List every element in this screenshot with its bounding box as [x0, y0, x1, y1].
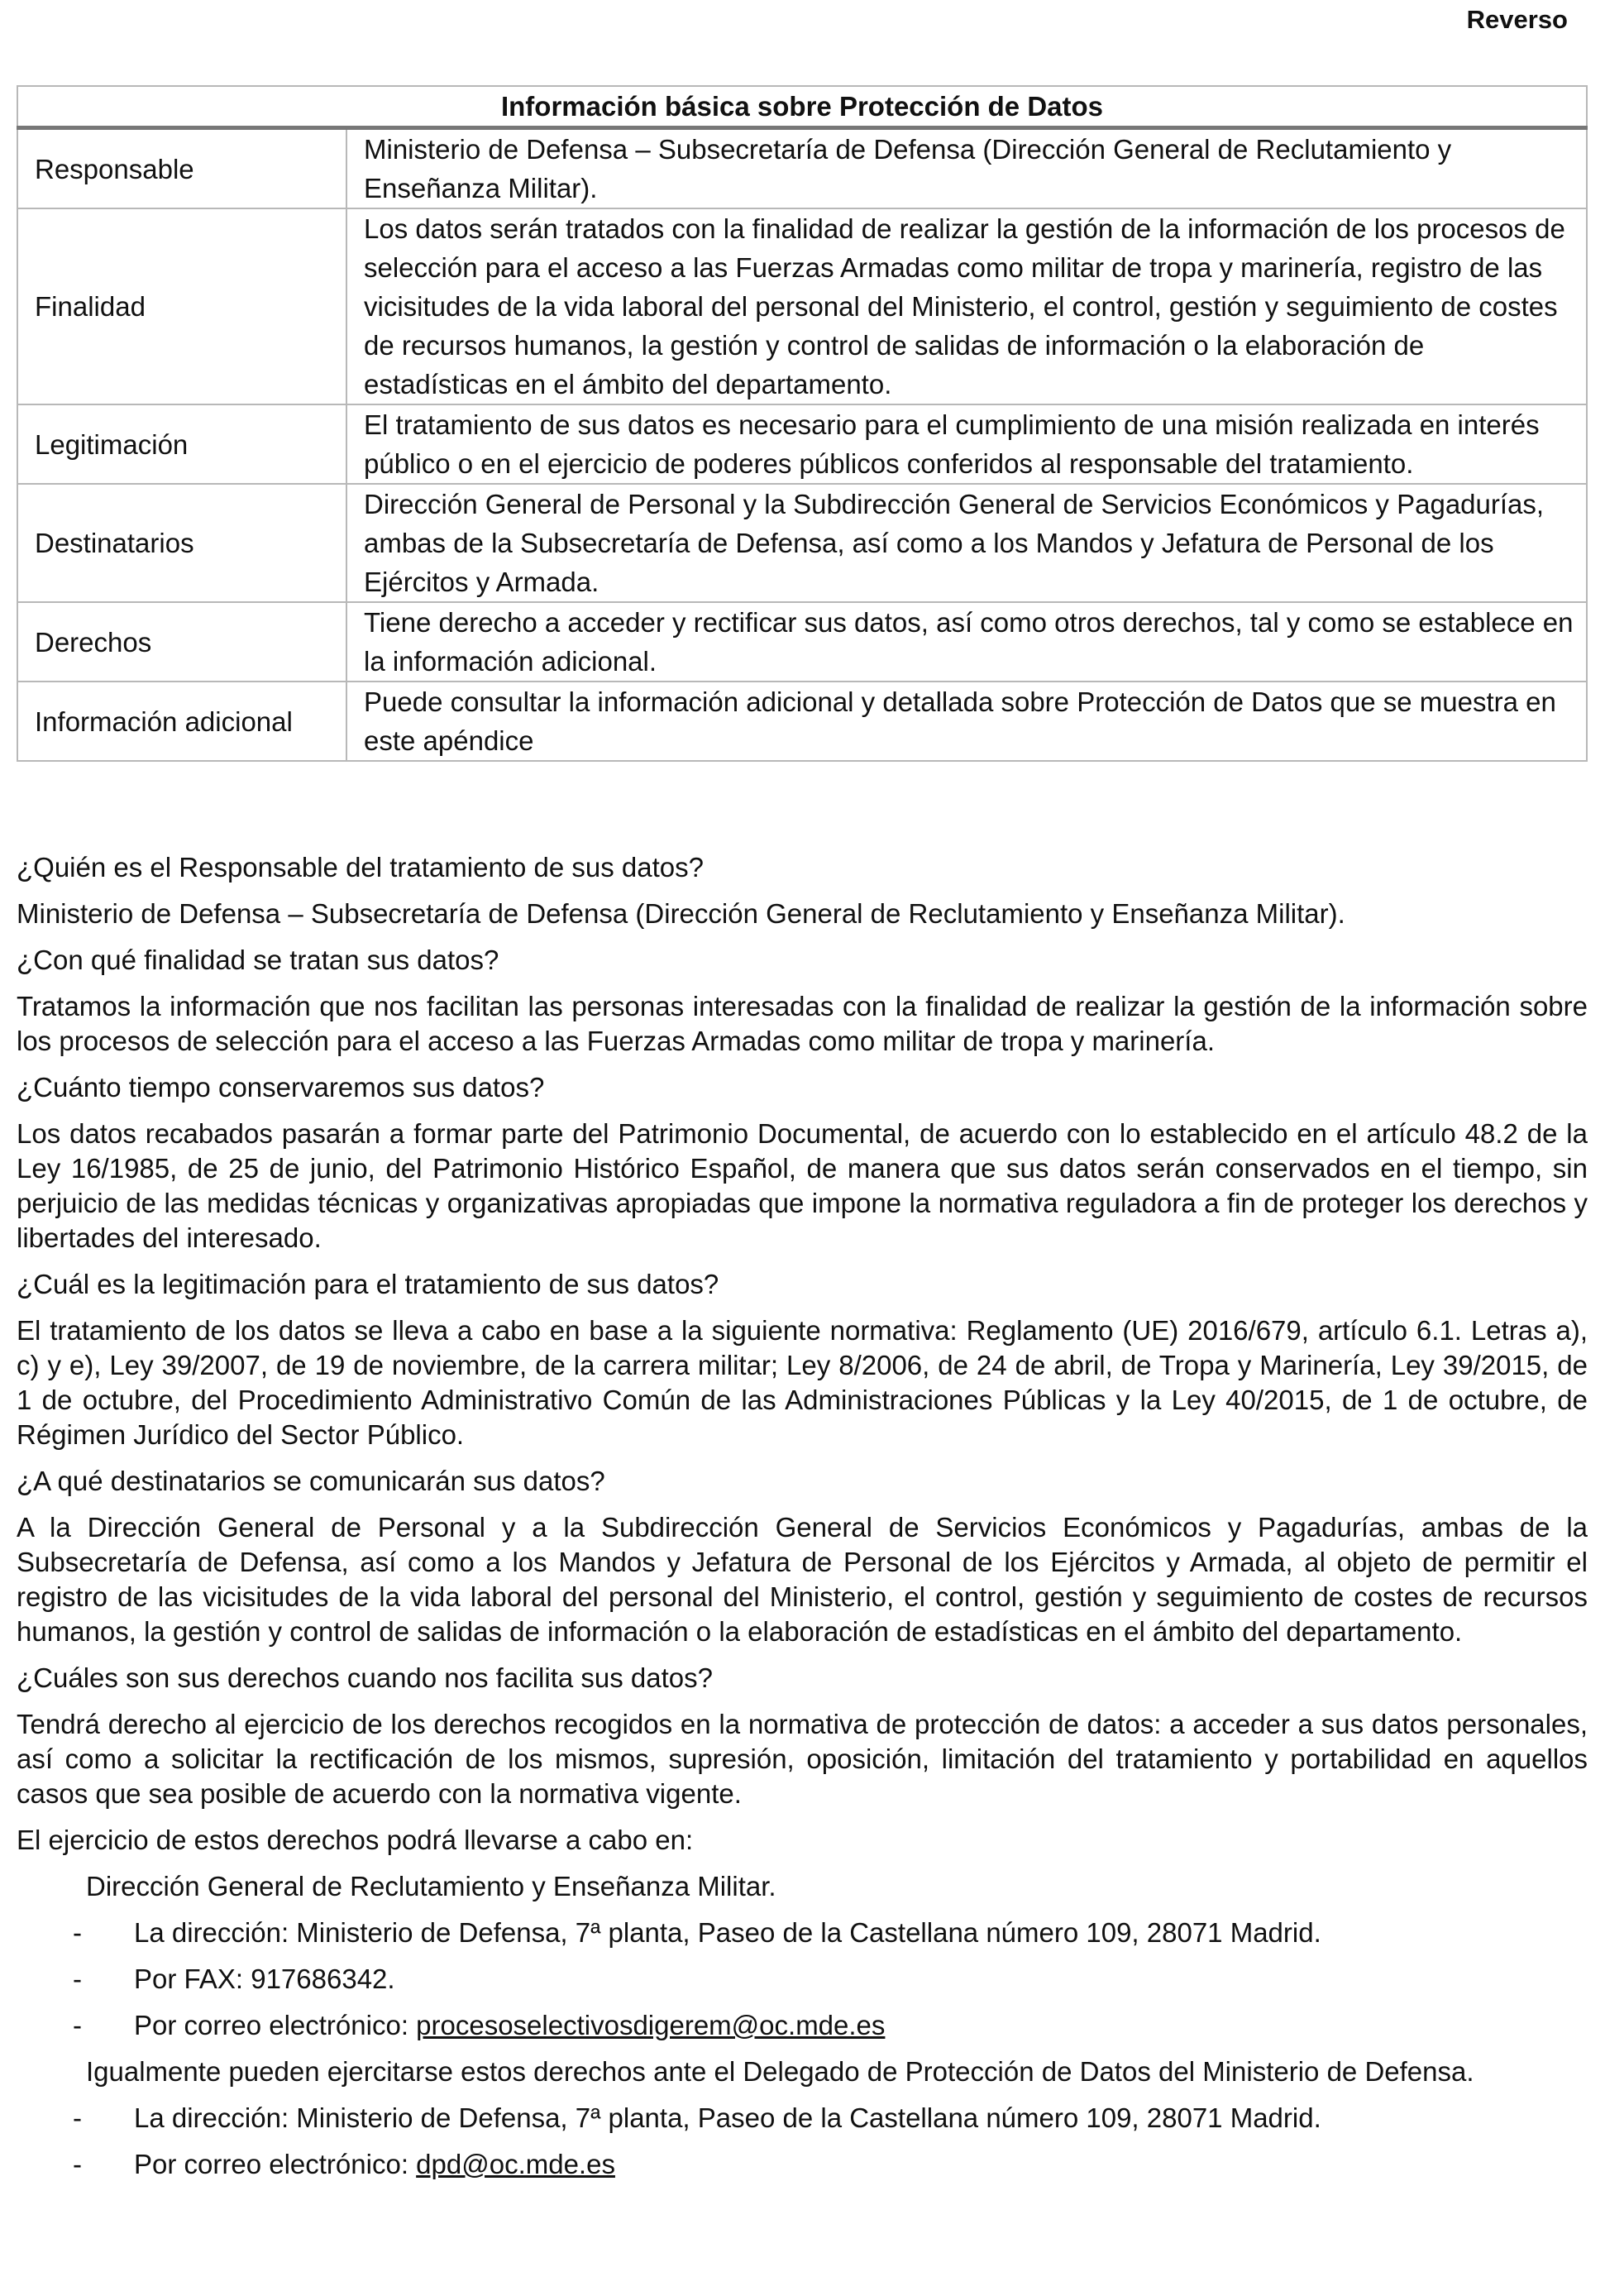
answer-legitimacion: El tratamiento de los datos se lleva a cabo en base a la siguiente normativa: Reglamento (UE) 2016/679, artículo 6.1. Letras a), c) y e), Ley 39/2007, de 19 de noviembre, de la carrera militar; Ley 8/2006, de 24 de abril, de Tropa y Marinería, Ley 39/2015, de 1 de octubre, del Procedimiento Administrativo Común de las Administraciones Públicas y la Ley 40/2015, de 1 de octubre, de Régimen Jurídico del Sector Público.: [17, 1315, 1588, 1450]
office-email-link[interactable]: procesoselectivosdigerem@oc.mde.es: [416, 2010, 886, 2040]
answer-responsable: Ministerio de Defensa – Subsecretaría de Defensa (Dirección General de Reclutamiento y Enseñanza Militar).: [17, 898, 1345, 929]
table-row: [17, 682, 1587, 761]
dash-bullet: -: [73, 2149, 82, 2179]
row-value-legitimacion: El tratamiento de sus datos es necesario para el cumplimiento de una misión realizada en interés público o en el ejercicio de poderes públicos conferidos al responsable del tratamiento.: [346, 404, 1587, 484]
row-value-informacion-adicional: Puede consultar la información adicional y detallada sobre Protección de Datos que se muestra en este apéndice: [346, 682, 1587, 761]
row-value-derechos: Tiene derecho a acceder y rectificar sus datos, así como otros derechos, tal y como se establece en la información adicional.: [346, 602, 1587, 682]
table-row: [17, 602, 1587, 682]
row-value-destinatarios: Dirección General de Personal y la Subdirección General de Servicios Económicos y Pagadurías, ambas de la Subsecretaría de Defensa, así como a los Mandos y Jefatura de Personal de los Ejércitos y Armada.: [346, 484, 1587, 602]
dash-bullet: -: [73, 2102, 82, 2133]
question-legitimacion: ¿Cuál es la legitimación para el tratamiento de sus datos?: [17, 1269, 719, 1299]
dpo-email-prefix: Por correo electrónico:: [134, 2149, 417, 2179]
row-label-destinatarios: Destinatarios: [17, 484, 346, 602]
office-address-item: [17, 1916, 1588, 1950]
question-finalidad: ¿Con qué finalidad se tratan sus datos?: [17, 945, 499, 975]
dpo-intro: Igualmente pueden ejercitarse estos derechos ante el Delegado de Protección de Datos del Ministerio de Defensa.: [86, 2056, 1474, 2087]
row-value-responsable: Ministerio de Defensa – Subsecretaría de Defensa (Dirección General de Reclutamiento y Enseñanza Militar).: [346, 128, 1587, 209]
dash-bullet: -: [73, 1964, 82, 1994]
answer-conservacion: Los datos recabados pasarán a formar parte del Patrimonio Documental, de acuerdo con lo establecido en el artículo 48.2 de la Ley 16/1985, de 25 de junio, del Patrimonio Histórico Español, de manera que sus datos serán conservados en el tiempo, sin perjuicio de las medidas técnicas y organizativas apropiadas que impone la normativa reguladora a fin de proteger los derechos y libertades del interesado.: [17, 1118, 1588, 1253]
dpo-address-item: [17, 2101, 1588, 2136]
row-label-informacion-adicional: Información adicional: [17, 682, 346, 761]
table-row: [17, 404, 1587, 484]
office-name: Dirección General de Reclutamiento y Enseñanza Militar.: [86, 1871, 776, 1901]
dpo-email-line: [134, 2147, 615, 2182]
office-address: La dirección: Ministerio de Defensa, 7ª planta, Paseo de la Castellana número 109, 28071 Madrid.: [134, 1917, 1321, 1948]
question-destinatarios: ¿A qué destinatarios se comunicarán sus datos?: [17, 1466, 605, 1496]
dash-bullet: -: [73, 1917, 82, 1948]
row-label-finalidad: Finalidad: [17, 208, 346, 404]
exercise-intro: El ejercicio de estos derechos podrá llevarse a cabo en:: [17, 1825, 694, 1855]
answer-finalidad: Tratamos la información que nos facilitan las personas interesadas con la finalidad de realizar la gestión de la información sobre los procesos de selección para el acceso a las Fuerzas Armadas como militar de tropa y marinería.: [17, 991, 1588, 1056]
dpo-address: La dirección: Ministerio de Defensa, 7ª planta, Paseo de la Castellana número 109, 28071 Madrid.: [134, 2102, 1321, 2133]
detailed-information: [17, 850, 1588, 2193]
question-conservacion: ¿Cuánto tiempo conservaremos sus datos?: [17, 1072, 545, 1103]
data-protection-summary-table: [17, 85, 1588, 762]
row-label-derechos: Derechos: [17, 602, 346, 682]
dash-bullet: -: [73, 2010, 82, 2040]
question-responsable: ¿Quién es el Responsable del tratamiento de sus datos?: [17, 852, 704, 883]
row-label-responsable: Responsable: [17, 128, 346, 209]
office-fax: Por FAX: 917686342.: [134, 1964, 395, 1994]
table-header-row: [17, 86, 1587, 128]
answer-destinatarios: A la Dirección General de Personal y a la Subdirección General de Servicios Económicos y Pagadurías, ambas de la Subsecretaría de Defensa, así como a los Mandos y Jefatura de Personal de los Ejércitos y Armada, al objeto de permitir el registro de las vicisitudes de la vida laboral del personal del Ministerio, el control, gestión y seguimiento de costes de recursos humanos, la gestión y control de salidas de información o la elaboración de estadísticas en el ámbito del departamento.: [17, 1512, 1588, 1647]
table-row: [17, 128, 1587, 209]
reverso-label: Reverso: [1466, 5, 1568, 34]
table-title: Información básica sobre Protección de Datos: [17, 86, 1587, 128]
question-derechos: ¿Cuáles son sus derechos cuando nos facilita sus datos?: [17, 1662, 713, 1693]
office-email-item: [17, 2008, 1588, 2043]
table-row: [17, 208, 1587, 404]
office-email-line: [134, 2008, 885, 2043]
table-row: [17, 484, 1587, 602]
office-fax-item: [17, 1962, 1588, 1997]
office-email-prefix: Por correo electrónico:: [134, 2010, 417, 2040]
dpo-email-link[interactable]: dpd@oc.mde.es: [416, 2149, 615, 2179]
row-value-finalidad: Los datos serán tratados con la finalidad de realizar la gestión de la información de los procesos de selección para el acceso a las Fuerzas Armadas como militar de tropa y marinería, registro de las vicisitudes de la vida laboral del personal del Ministerio, el control, gestión y seguimiento de costes de recursos humanos, la gestión y control de salidas de información o la elaboración de estadísticas en el ámbito del departamento.: [346, 208, 1587, 404]
row-label-legitimacion: Legitimación: [17, 404, 346, 484]
dpo-email-item: [17, 2147, 1588, 2182]
answer-derechos: Tendrá derecho al ejercicio de los derechos recogidos en la normativa de protección de datos: a acceder a sus datos personales, así como a solicitar la rectificación de los mismos, supresión, oposición, limitación del tratamiento y portabilidad en aquellos casos que sea posible de acuerdo con la normativa vigente.: [17, 1709, 1588, 1809]
